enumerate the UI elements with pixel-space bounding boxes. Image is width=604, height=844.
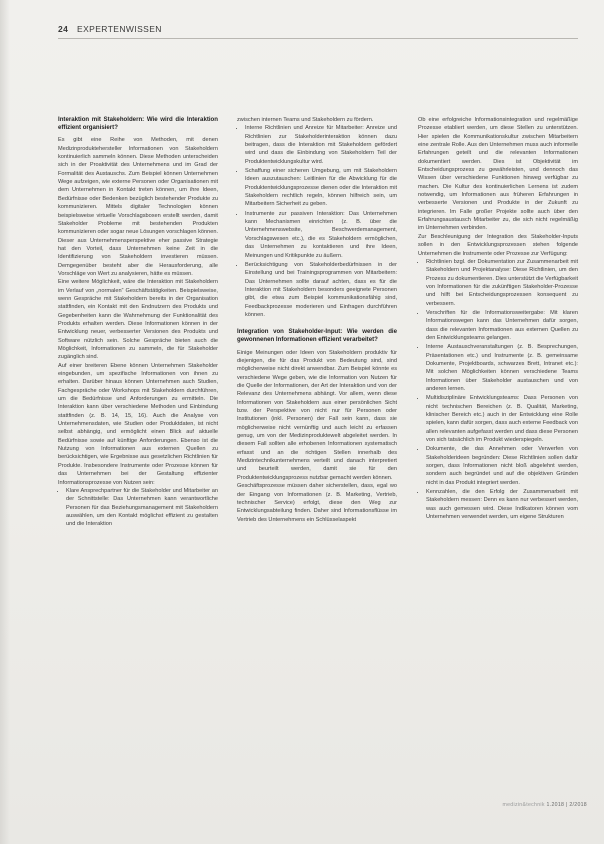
- list-item: • Klare Ansprechpartner für die Stakeholder und Mitarbeiter an der Schnittstelle: Das Unternehmen kann verantwortliche Personen für das Beziehungsmanagement mit Stakeholdern auswählen, um den Kontakt möglichst effizient zu gestalten und die Interaktion: [66, 487, 218, 529]
- page-fold-shadow: [0, 0, 10, 844]
- footer-brand: medizin&technik: [502, 802, 545, 808]
- subheading-stakeholder-interaction: Interaktion mit Stakeholdern: Wie wird die Interaktion effizient organisiert?: [58, 116, 218, 132]
- bullet-list: [58, 487, 218, 529]
- subheading-stakeholder-input: Integration von Stakeholder-Input: Wie werden die gewonnenen Informationen effizient verarbeitet?: [237, 328, 397, 344]
- text-column-1: [58, 116, 218, 530]
- list-item: • Dokumente, die das Annehmen oder Verwerfen von Stakeholderideen begründen: Diese Richtlinien sollen dafür sorgen, dass Informationen nicht bloß abgelehnt werden, sondern auch begründet und auf die objektiven Gründen nicht in das Produkt integriert werden.: [426, 445, 578, 487]
- list-item: • Interne Austauschveranstaltungen (z. B. Besprechungen, Präsentationen etc.) und Instrumente (z. B. gemeinsame Dokumente, Projektboards, schwarzes Brett, Intranet etc.): Mit solchen Möglichkeiten können verschiedene Teams Informationen über Stakeholder austauschen und von anderen lernen.: [426, 343, 578, 393]
- list-item: • Kennzahlen, die den Erfolg der Zusammenarbeit mit Stakeholdern messen: Denn es kann nur verbessert werden, was auch gemessen wird. Diese Indikatoren können vom Unternehmen verwendet werden, um eigene Strukturen: [426, 488, 578, 521]
- paragraph: Zur Beschleunigung der Integration des Stakeholder-Inputs sollen in den Entwicklungsprozessen stehen folgende Unternehmen die Instrumente oder Prozesse zur Verfügung:: [418, 233, 578, 257]
- list-item: • Multidisziplinäre Entwicklungsteams: Dass Personen von nicht technischen Bereichen (z. B. Qualität, Marketing, klinischer Bereich etc.) auch in der Entwicklung eine Rolle spielen, kann dafür sorgen, dass auch externe Feedback von allen relevanten aufgefasst werden und dass diese Personen von sich tatsächlich im Produkt wiederspiegeln.: [426, 394, 578, 444]
- list-item: • Schaffung einer sicheren Umgebung, um mit Stakeholdern Ideen auszutauschen: Leitlinien für die Abwicklung für die Produktentwicklungsprozesse dienen oder die Interaktion mit Stakeholdern rechtlich regeln, können hilfreich sein, um Mitarbeitern Sicherheit zu geben.: [245, 167, 397, 209]
- text-column-3: [418, 116, 578, 523]
- text-column-2: [237, 116, 397, 524]
- list-item: • Berücksichtigung von Stakeholderbedürfnissen in der Einstellung und bei Trainingsprogrammen von Mitarbeitern: Das Unternehmen sollte darauf achten, dass es für die Interaktion mit Stakeholdern besonders geeignete Personen gibt, die etwa zum Beispiel kommunikationsfähig sind, Feedbackprozesse moderieren und Einfragen durchführen können.: [245, 261, 397, 319]
- bullet-list: [237, 124, 397, 319]
- list-item: • Instrumente zur passiven Interaktion: Das Unternehmen kann Mechanismen einrichten (z. B. über die Unternehmenswebsite, Beschwerdemanagement, Vorschlagswesen etc.), die es Stakeholdern ermöglichen, das Unternehmen zu kontaktieren und ihre Ideen, Meinungen und Kritikpunkte zu äußern.: [245, 210, 397, 260]
- list-item: • Verschriften für die Informationsweitergabe: Mit klaren Informationswegen kann das Unternehmen dafür sorgen, dass die relevanten Informationen aus externen Quellen zu den Entwicklungsteams gelangen.: [426, 309, 578, 342]
- header-rule: [58, 38, 578, 39]
- section-title: EXPERTENWISSEN: [77, 24, 162, 34]
- paragraph: Einige Meinungen oder Ideen von Stakeholdern produktiv für diejenigen, die für das Produkt von Bedeutung sind, sind möglicherweise nicht direkt anwendbar. Zum Beispiel könnte es verschiedene Wege geben, wie die Information von Nutzen für die Quelle der Informationen, der Art der Interaktion und von der Relevanz des Unternehmens abhängt. Vor allem, wenn diese Informationen von Stakeholdern aus einer persönlichen Sicht bzw. der Perspektive von nicht nur für Personen oder Institutionen (inkl. Personen) der Fall sein kann, dass sie möglicherweise nicht vernünftig und auch leicht zu erfassen genug, um von der Medizinproduktewelt abgeleitet werden. In diesem Fall sollten alle erhobenen Informationen systematisch erfasst und an die richtigen Stellen innerhalb des Medizintechnikunternehmens verteilt und danach interpretiert und beurteilt werden, damit sie für den Produktentwicklungsprozess nutzbar gemacht werden können.: [237, 349, 397, 481]
- paragraph: Ob eine erfolgreiche Informationsintegration und regelmäßige Prozesse etabliert werden, um diese Stellen zu unterstützen. Hier spielen die Kommunikationskultur zwischen Mitarbeitern eine zentrale Rolle. Aus den Unternehmen muss auch informelle Erfahrungen geteilt und die relevanten Informationen dokumentiert werden. Dies ist Objektivität im Entscheidungsprozess zu gewährleisten, und dennoch das Wissen über verschiedene Funktionen hinweg verfügbar zu machen. Die Kultur des kontinuierlichen Lernens ist zudem notwendig, um Informationen aus früheren Erfahrungen in verbesserte Versionen und Produkte in der Zukunft zu integrieren. Im Falle großer Projekte sollte auch über den Erfahrungsaustausch Mitarbeiter zu, die sich nicht regelmäßig im Unternehmen verbinden.: [418, 117, 578, 232]
- paragraph: Es gibt eine Reihe von Methoden, mit denen Medizinproduktehersteller Informationen von Stakeholdern kontinuierlich sammeln können. Diese Methoden unterscheiden sich in der Proaktivität des Unternehmens und im Grad der Formalität des Austauschs. Zum Beispiel können Unternehmen Wege aufzeigen, wie externe Personen oder Organisationen mit dem Unternehmen in Kontakt treten können, um ihre Ideen, Bedürfnisse oder Bedenken bezüglich bestehender Produkte zu kommunizieren. Mittels digitaler Technologien können beispielsweise virtuelle Vorschlagsboxen erstellt werden, damit Stakeholder Probleme mit bestehenden Produkten kommunizieren oder sogar neue Lösungen vorschlagen können. Dieser aus Unternehmensperspektive eher passive Strategie hat den Vorteil, dass Unternehmen keine Zeit in die Identifizierung von Stakeholdern investieren müssen. Demgegenüber besteht aber die Herausforderung, alle Vorschläge von Wert zu analysieren, hätte es müssen.: [58, 137, 218, 277]
- list-item: • Richtlinien bzgl. der Dokumentation zur Zusammenarbeit mit Stakeholdern und Projektanalyse: Diese Richtlinien, um den Prozess zu dokumentieren. Dies unterstützt die Verfügbarkeit von Informationen für die zukünftigen Stakeholder-Prozesse und hilft bei Entscheidungsprozessen konsequent zu verbessern.: [426, 258, 578, 308]
- paragraph: Eine weitere Möglichkeit, wäre die Interaktion mit Stakeholdern im Verlauf von „normalen“ Geschäftstätigkeiten. Beispielsweise, wenn Gespräche mit Stakeholdern bereits in der Organisation stattfinden, ein Kontakt mit den Endnutzern des Produkts und Gegebenheiten kann die Wahrnehmung der Funktionalität des Produkts erhalten werden. Diese Informationen können in der Entwicklung neuer, verbesserter Versionen des Produkts und Software nützlich sein. Solche Gespräche bieten auch die Möglichkeit, Informationen zu sammeln, die für Stakeholder zugänglich sind.: [58, 279, 218, 361]
- paragraph: Auf einer breiteren Ebene können Unternehmen Stakeholder eingebunden, um spezifische Informationen von ihnen zu erhalten. Darüber hinaus können Unternehmen auch Studien, Fachgespräche oder Workshops mit Stakeholdern durchführen, um die Bedürfnisse und Anforderungen zu ermitteln. Die Interaktion kann über verschiedene Methoden und Einbindung stattfinden (z. B. 14, 15, 16). Auch die Analyse von Unternehmensdaten, wie Studien oder Produktdaten, ist nicht selbst abhängig, und ermöglicht einen Blick auf aktuelle Bedürfnisse sowie auf künftige Anforderungen. Ebenso ist die Nutzung von Informationen aus externen Quellen zu berücksichtigen, wie Ergebnisse aus gesetzlichen Richtlinien für Produkte. Insbesondere Instrumente oder Prozesse können für das Unternehmen bei der Gestaltung effizienter Informationsprozesse von Nutzen sein:: [58, 362, 218, 486]
- paragraph: zwischen internen Teams und Stakeholdern zu fördern.: [237, 117, 374, 123]
- bullet-list: [418, 258, 578, 522]
- paragraph: Geschäftsprozesse müssen daher sicherstellen, dass, egal wo der Eingang von Informationen (z. B. Marketing, Vertrieb, technischer Service) erfolgt, diese den Weg zur Entwicklungsabteilung finden. Daher sind Informationsflüsse im Vertrieb des Unternehmens ein Schlüsselaspekt: [237, 483, 397, 523]
- page-footer: [457, 802, 587, 808]
- page-number: 24: [58, 24, 69, 34]
- list-item: • Interne Richtlinien und Anreize für Mitarbeiter: Anreize und Richtlinien zur Stakeholderinteraktion können dazu beitragen, dass die Interaktion mit Stakeholdern gefördert wird und dass die Einbindung von Stakeholdern Teil der Produktentwicklungskultur wird.: [245, 124, 397, 166]
- footer-issue: 1.2018 | 2/2018: [546, 802, 587, 808]
